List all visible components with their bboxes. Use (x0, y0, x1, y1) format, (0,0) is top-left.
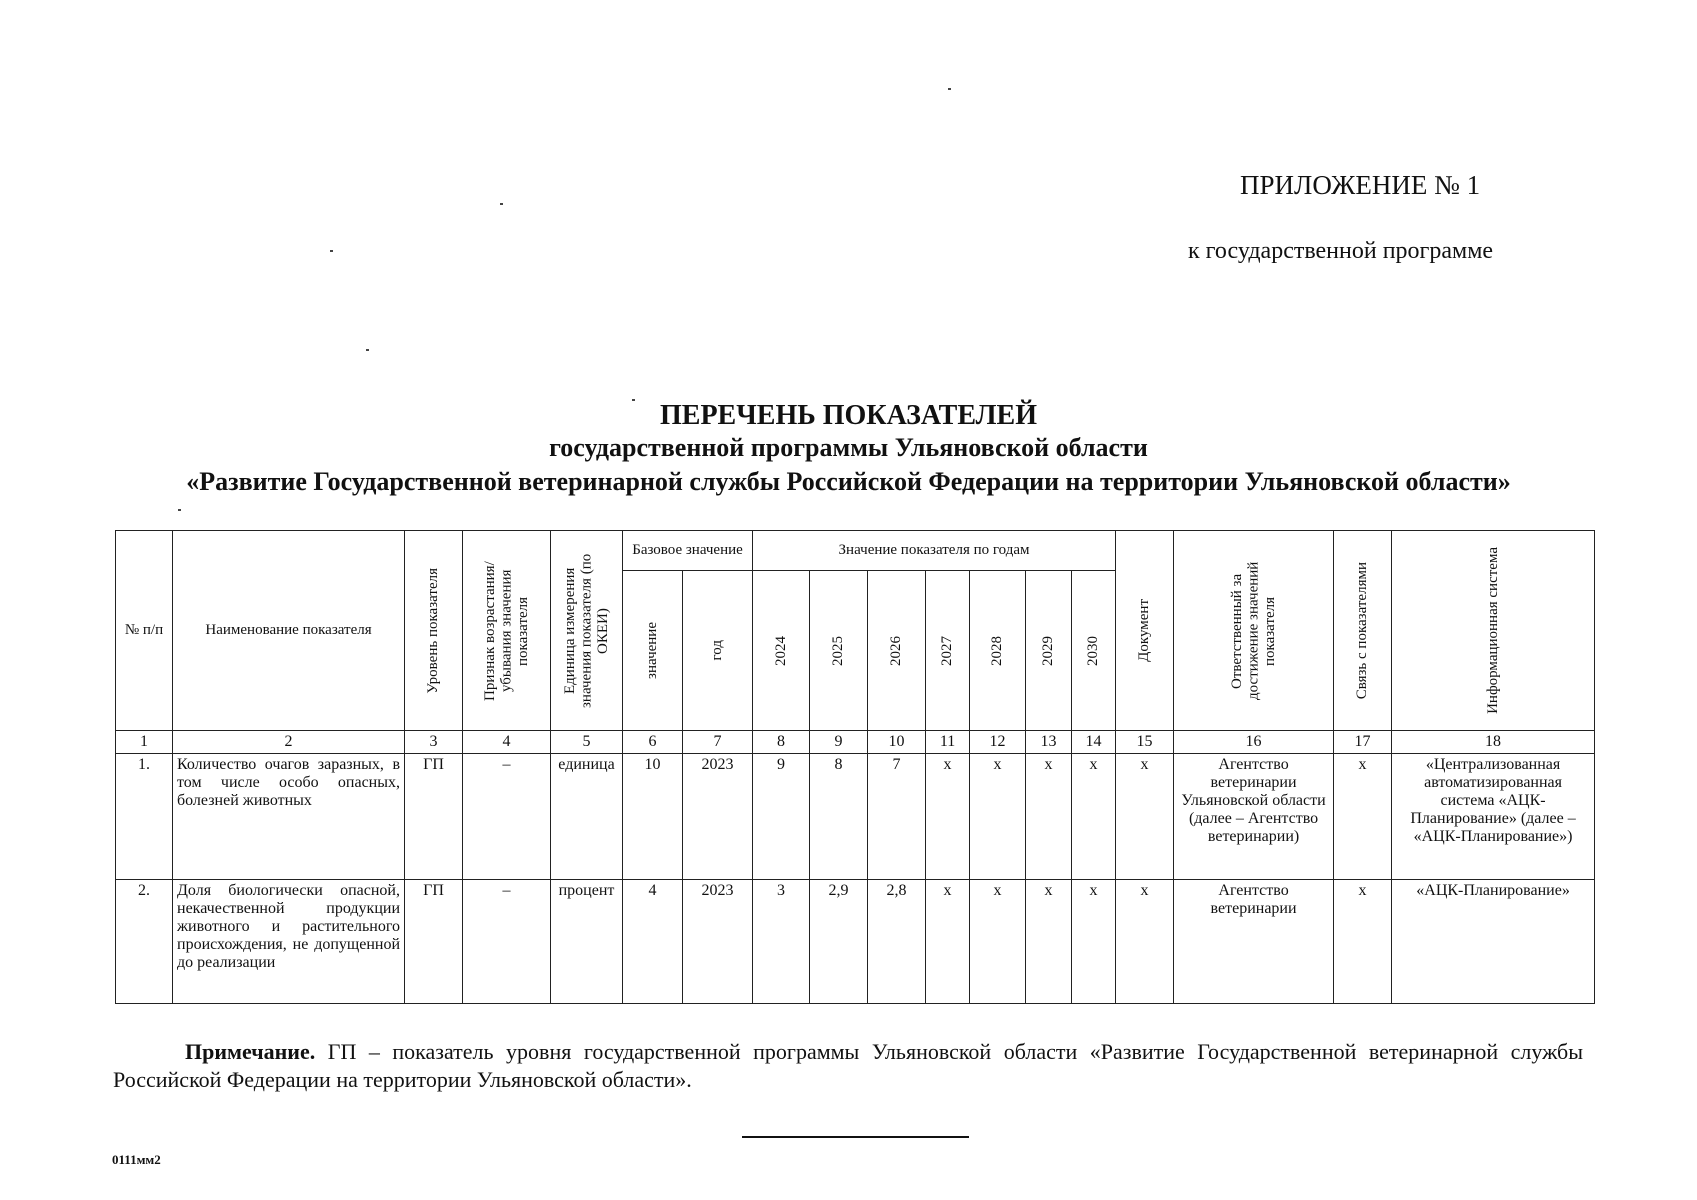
table-row (116, 880, 1595, 1004)
column-number: 15 (1116, 731, 1174, 754)
row-value-2025: 8 (810, 754, 868, 880)
column-number: 1 (116, 731, 173, 754)
column-number: 16 (1174, 731, 1334, 754)
row-value-2026: 2,8 (868, 880, 926, 1004)
row-document: х (1116, 754, 1174, 880)
row-base-year: 2023 (683, 754, 753, 880)
row-value-2027: х (926, 880, 970, 1004)
row-trend: – (463, 880, 551, 1004)
column-number: 9 (810, 731, 868, 754)
header-document: Документ (1116, 531, 1174, 731)
header-responsible: Ответственный за достижение значений показателя (1174, 531, 1334, 731)
header-num: № п/п (116, 531, 173, 731)
scan-speck (500, 203, 503, 205)
scan-speck (178, 509, 181, 511)
appendix-subtitle: к государственной программе (1188, 238, 1494, 264)
header-row (116, 531, 1595, 571)
header-trend: Признак возрастания/убывания значения показателя (463, 531, 551, 731)
column-number: 2 (173, 731, 405, 754)
row-responsible: Агентство ветеринарии Ульяновской области (далее – Агентство ветеринарии) (1174, 754, 1334, 880)
row-base-value: 4 (623, 880, 683, 1004)
row-value-2030: х (1072, 880, 1116, 1004)
header-unit: Единица измерения значения показателя (по ОКЕИ) (551, 531, 623, 731)
appendix-title: ПРИЛОЖЕНИЕ № 1 (1240, 170, 1481, 200)
header-year: 2026 (868, 571, 926, 731)
row-level: ГП (405, 754, 463, 880)
row-system: «Централизованная автоматизированная система «АЦК-Планирование» (далее – «АЦК-Планирование») (1392, 754, 1595, 880)
header-year: 2027 (926, 571, 970, 731)
row-value-2030: х (1072, 754, 1116, 880)
column-number: 17 (1334, 731, 1392, 754)
header-system: Информационная система (1392, 531, 1595, 731)
document-subtitle: государственной программы Ульяновской области (549, 433, 1148, 462)
row-document: х (1116, 880, 1174, 1004)
header-by-years: Значение показателя по годам (753, 531, 1116, 571)
row-trend: – (463, 754, 551, 880)
scan-speck (948, 88, 951, 90)
row-value-2025: 2,9 (810, 880, 868, 1004)
row-link: х (1334, 880, 1392, 1004)
row-base-year: 2023 (683, 880, 753, 1004)
column-number: 5 (551, 731, 623, 754)
scan-speck (366, 349, 369, 351)
column-number: 4 (463, 731, 551, 754)
row-value-2024: 9 (753, 754, 810, 880)
row-num: 2. (116, 880, 173, 1004)
row-num: 1. (116, 754, 173, 880)
indicators-table (115, 530, 1595, 1004)
column-number: 18 (1392, 731, 1595, 754)
column-number: 10 (868, 731, 926, 754)
row-link: х (1334, 754, 1392, 880)
header-link: Связь с показателями (1334, 531, 1392, 731)
header-year: 2028 (970, 571, 1026, 731)
row-value-2026: 7 (868, 754, 926, 880)
column-number: 12 (970, 731, 1026, 754)
header-name: Наименование показателя (173, 531, 405, 731)
row-responsible: Агентство ветеринарии (1174, 880, 1334, 1004)
row-name: Количество очагов заразных, в том числе особо опасных, болезней животных (173, 754, 405, 880)
note-label: Примечание. (185, 1039, 316, 1064)
header-year: 2030 (1072, 571, 1116, 731)
header-year: 2025 (810, 571, 868, 731)
note-paragraph (113, 1038, 1583, 1093)
column-number: 6 (623, 731, 683, 754)
row-base-value: 10 (623, 754, 683, 880)
column-number: 8 (753, 731, 810, 754)
closing-rule (742, 1136, 969, 1138)
table-row (116, 754, 1595, 880)
footer-code: 0111мм2 (112, 1152, 161, 1167)
header-base-year: год (683, 571, 753, 731)
document-title: ПЕРЕЧЕНЬ ПОКАЗАТЕЛЕЙ (660, 400, 1037, 431)
row-level: ГП (405, 880, 463, 1004)
scan-speck (330, 250, 333, 252)
column-number: 14 (1072, 731, 1116, 754)
scan-speck (632, 399, 635, 401)
note-text: ГП – показатель уровня государственной программы Ульяновской области «Развитие Государственной ветеринарной службы Российской Федерации на территории Ульяновской области». (113, 1039, 1583, 1092)
column-number: 13 (1026, 731, 1072, 754)
row-value-2027: х (926, 754, 970, 880)
header-base: Базовое значение (623, 531, 753, 571)
row-value-2024: 3 (753, 880, 810, 1004)
row-unit: единица (551, 754, 623, 880)
row-value-2029: х (1026, 754, 1072, 880)
header-level: Уровень показателя (405, 531, 463, 731)
column-number: 7 (683, 731, 753, 754)
column-number: 11 (926, 731, 970, 754)
header-year: 2029 (1026, 571, 1072, 731)
row-system: «АЦК-Планирование» (1392, 880, 1595, 1004)
row-name: Доля биологически опасной, некачественной продукции животного и растительного происхождения, не допущенной до реализации (173, 880, 405, 1004)
header-base-value: значение (623, 571, 683, 731)
row-unit: процент (551, 880, 623, 1004)
row-value-2028: х (970, 754, 1026, 880)
column-number: 3 (405, 731, 463, 754)
column-number-row (116, 731, 1595, 754)
header-year: 2024 (753, 571, 810, 731)
row-value-2028: х (970, 880, 1026, 1004)
row-value-2029: х (1026, 880, 1072, 1004)
program-name: «Развитие Государственной ветеринарной службы Российской Федерации на территории Ульяновской области» (186, 467, 1511, 496)
